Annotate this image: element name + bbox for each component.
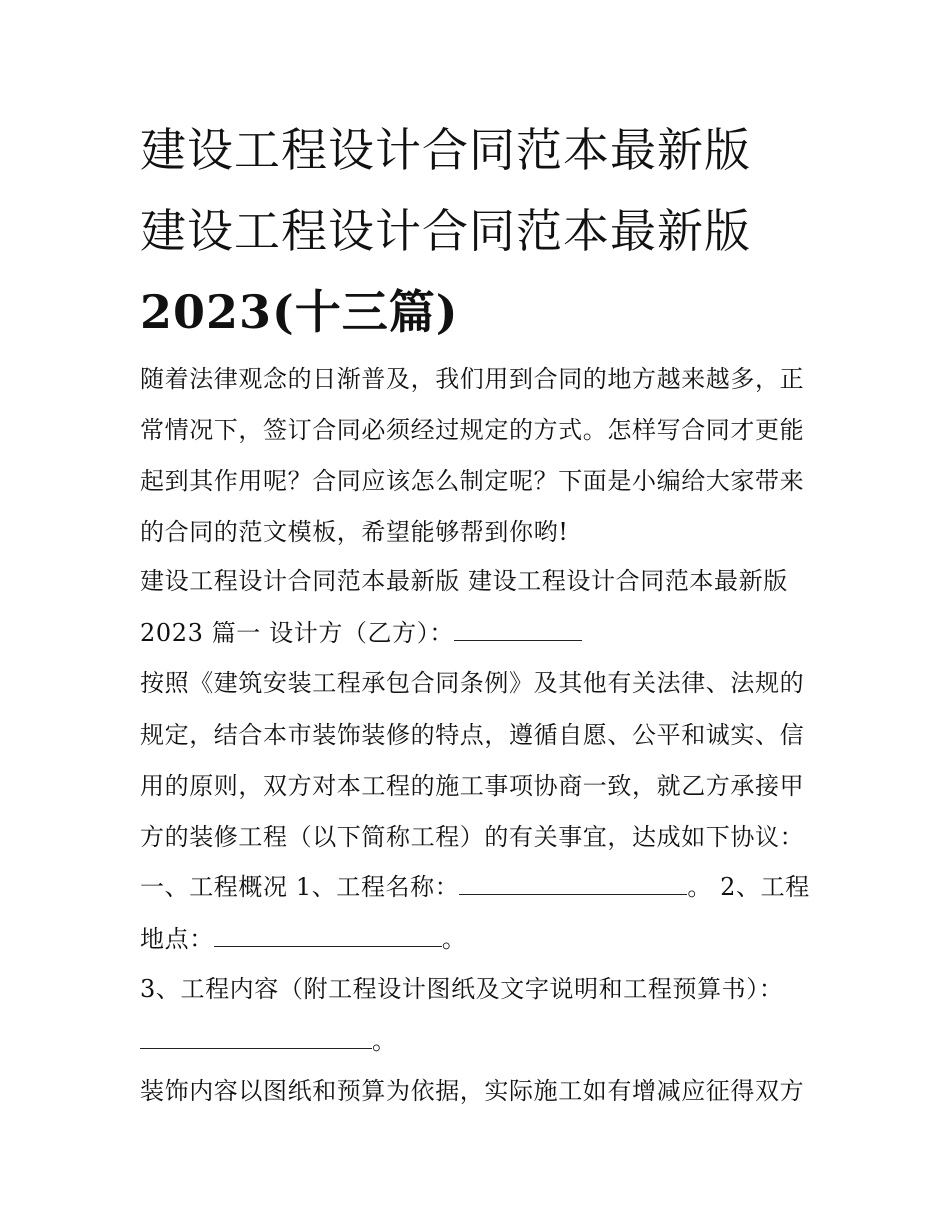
project-name-blank-line [459,872,687,895]
clause-line-4: 装饰内容以图纸和预算为依据，实际施工如有增减应征得双方 [140,1077,805,1105]
designer-blank-line [454,618,582,641]
title-line-2: 建设工程设计合同范本最新版 [140,204,751,258]
clause-1-prefix: 一、工程概况 1、工程名称： [140,873,460,901]
paragraph-line-3: 用的原则，双方对本工程的施工事项协商一致，就乙方承接甲 [140,772,805,800]
paragraph-line-4: 方的装修工程（以下简称工程）的有关事宜，达成如下协议： [140,823,805,851]
project-content-blank-line [140,1026,372,1049]
paragraph-line-1: 按照《建筑安装工程承包合同条例》及其他有关法律、法规的 [140,669,805,697]
paragraph-line-2: 规定，结合本市装饰装修的特点，遵循自愿、公平和诚实、信 [140,721,805,749]
clause-2-prefix: 地点： [140,925,214,953]
document-title [140,110,820,353]
clause-line-3-blank [140,1026,820,1056]
clause-1-suffix: 。 2、工程 [687,873,810,901]
clause-2-suffix: 。 [441,925,467,953]
clause-line-3: 3、工程内容（附工程设计图纸及文字说明和工程预算书）： [140,975,784,1003]
clause-line-1 [140,872,820,902]
intro-line-4: 的合同的范文模板，希望能够帮到你哟! [140,518,569,546]
clause-3-suffix: 。 [372,1027,397,1055]
section-heading-line-1: 建设工程设计合同范本最新版 建设工程设计合同范本最新版 [140,567,788,595]
project-location-blank-line [214,924,442,947]
section-heading-text: 2023 篇一 设计方（乙方）： [140,619,454,647]
clause-line-2 [140,924,820,954]
intro-line-3: 起到其作用呢？合同应该怎么制定呢？下面是小编给大家带来 [140,467,805,495]
section-heading-line-2 [140,618,820,648]
title-line-3: 2023(十三篇) [140,285,459,339]
intro-line-1: 随着法律观念的日渐普及，我们用到合同的地方越来越多，正 [140,365,805,393]
title-line-1: 建设工程设计合同范本最新版 [140,123,751,177]
intro-line-2: 常情况下，签订合同必须经过规定的方式。怎样写合同才更能 [140,416,805,444]
